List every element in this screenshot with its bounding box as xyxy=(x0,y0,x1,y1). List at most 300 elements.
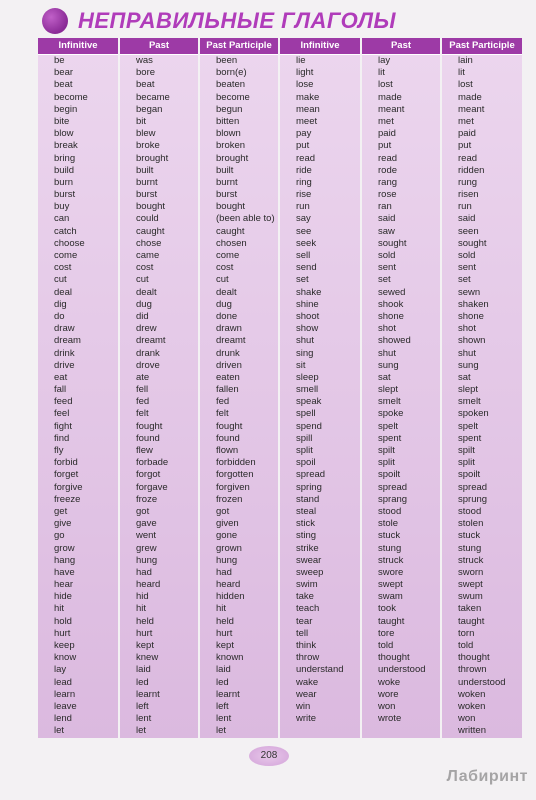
verb-cell: tore xyxy=(378,627,395,639)
verb-cell: spread xyxy=(458,481,488,493)
verb-cell: light xyxy=(296,67,314,79)
verb-cell: learn xyxy=(54,688,76,700)
verb-cell: fed xyxy=(136,396,150,408)
verb-cell: split xyxy=(458,457,475,469)
verb-cell: mean xyxy=(296,103,320,115)
verb-cell: learnt xyxy=(216,688,240,700)
verb-cell: fallen xyxy=(216,384,239,396)
verb-cell: get xyxy=(54,505,68,517)
verb-cell: given xyxy=(216,518,239,530)
verb-cell: written xyxy=(458,725,486,737)
verb-cell: sewed xyxy=(378,286,406,298)
verb-cell: drunk xyxy=(216,347,240,359)
verb-cell: spilt xyxy=(458,445,475,456)
verb-cell: smelt xyxy=(458,396,481,408)
verb-cell: begin xyxy=(54,103,78,115)
verb-cell: shut xyxy=(458,347,476,359)
verb-cell: rung xyxy=(458,176,478,188)
verb-cell: spill xyxy=(296,432,313,444)
verb-cell: said xyxy=(378,213,396,225)
verb-cell: stick xyxy=(296,518,315,530)
verb-cell: drew xyxy=(136,323,157,335)
verb-cell: let xyxy=(216,725,227,737)
verb-cell: spoke xyxy=(378,408,404,420)
verb-cell: win xyxy=(296,700,311,712)
verb-cell: shut xyxy=(378,347,396,359)
verb-cell: sell xyxy=(296,250,311,261)
verb-cell: sought xyxy=(458,237,487,249)
verb-cell: forbidden xyxy=(216,457,256,469)
verb-cell: steal xyxy=(296,505,317,517)
verb-cell: set xyxy=(378,274,391,286)
verb-cell: flown xyxy=(216,445,239,456)
verb-cell: stung xyxy=(458,542,482,554)
verb-cell: shine xyxy=(296,298,319,310)
verb-cell: learnt xyxy=(136,688,160,700)
verb-cell: woken xyxy=(458,700,486,712)
verb-column xyxy=(120,38,198,738)
verb-cell: come xyxy=(216,250,240,261)
verb-cell: hear xyxy=(54,579,74,591)
verb-cell: find xyxy=(54,432,70,444)
verb-cell: went xyxy=(136,530,157,542)
verb-cell: felt xyxy=(136,408,149,420)
verb-cell: show xyxy=(296,323,319,335)
verb-cell: lent xyxy=(216,713,232,725)
verb-cell: shaken xyxy=(458,298,489,310)
verb-cell: set xyxy=(458,274,471,286)
verb-cell: lit xyxy=(458,67,465,79)
verb-cell: sprang xyxy=(378,493,408,505)
verb-cell: swum xyxy=(458,591,483,603)
verb-cell: stole xyxy=(378,518,399,530)
verb-cell: swore xyxy=(378,566,404,578)
verb-cell: built xyxy=(216,164,234,176)
verb-cell: smelt xyxy=(378,396,401,408)
verb-cell: sent xyxy=(378,262,396,274)
verb-cell: told xyxy=(458,640,474,651)
verb-cell: found xyxy=(216,432,240,444)
verb-cell: hidden xyxy=(216,591,245,603)
verb-cell: born(e) xyxy=(216,67,247,79)
verb-cell: sold xyxy=(458,250,476,261)
verb-cell: hurt xyxy=(216,627,233,639)
verb-cell: fall xyxy=(54,384,67,396)
verb-cell: shown xyxy=(458,335,486,347)
verb-cell: understand xyxy=(296,664,344,676)
verb-cell: sought xyxy=(378,237,407,249)
verb-cell: meant xyxy=(458,103,485,115)
verb-cell: stuck xyxy=(378,530,401,542)
verb-cell: spent xyxy=(378,432,402,444)
verb-cell: build xyxy=(54,164,75,176)
verb-cell: struck xyxy=(378,554,404,566)
verb-cell: spoil xyxy=(296,457,316,469)
verb-cell: sent xyxy=(458,262,476,274)
verb-cell: run xyxy=(458,201,472,213)
verb-cell: sleep xyxy=(296,371,319,383)
column-header: Infinitive xyxy=(38,38,118,55)
verb-cell: beat xyxy=(54,79,73,91)
verb-cell: felt xyxy=(216,408,229,420)
verb-cell: burst xyxy=(216,189,238,201)
verb-cell: cut xyxy=(54,274,67,286)
verb-cell: tear xyxy=(296,615,313,627)
verb-cell: rode xyxy=(378,164,398,176)
verb-cell: ride xyxy=(296,164,312,176)
verb-cell: stuck xyxy=(458,530,481,542)
verb-cell: drink xyxy=(54,347,75,359)
verb-cell: sprung xyxy=(458,493,488,505)
verb-cell: see xyxy=(296,225,312,237)
verb-cell: heard xyxy=(136,579,161,591)
verb-cell: beat xyxy=(136,79,155,91)
column-header: Past xyxy=(120,38,198,55)
verb-cell: heard xyxy=(216,579,241,591)
verb-cell: lay xyxy=(54,664,67,676)
verb-cell: led xyxy=(216,676,229,688)
verb-cell: laid xyxy=(136,664,151,676)
verb-cell: blown xyxy=(216,128,241,140)
verb-column xyxy=(442,38,522,738)
verb-cell: said xyxy=(458,213,476,225)
verb-cell: blow xyxy=(54,128,74,140)
verb-cell: sing xyxy=(296,347,314,359)
verb-cell: ran xyxy=(378,201,392,213)
verb-cell: shot xyxy=(378,323,396,335)
verb-cell: seek xyxy=(296,237,317,249)
verb-cell: cost xyxy=(216,262,234,274)
verb-cell: driven xyxy=(216,359,242,371)
verb-cell: began xyxy=(136,103,163,115)
verb-cell: bitten xyxy=(216,115,240,127)
verb-cell: stolen xyxy=(458,518,484,530)
verb-cell: bought xyxy=(136,201,166,213)
verb-cell: lend xyxy=(54,713,72,725)
verb-cell: slept xyxy=(458,384,479,396)
verb-cell: cut xyxy=(136,274,149,286)
verb-cell: do xyxy=(54,310,65,322)
column-header: Past xyxy=(362,38,440,55)
verb-cell: hit xyxy=(54,603,65,615)
verb-cell: eat xyxy=(54,371,68,383)
verb-cell: tell xyxy=(296,627,309,639)
verb-cell: sat xyxy=(458,371,471,383)
verb-cell: broke xyxy=(136,140,160,152)
verb-cell: dreamt xyxy=(136,335,166,347)
verb-cell: put xyxy=(378,140,392,152)
verb-cell: won xyxy=(458,713,476,725)
verb-cell: throw xyxy=(296,652,320,664)
verb-cell: hid xyxy=(136,591,149,603)
verb-cell: rose xyxy=(378,189,397,201)
page-title: НЕПРАВИЛЬНЫЕ ГЛАГОЛЫ xyxy=(78,8,396,33)
verb-cell: beaten xyxy=(216,79,246,91)
verb-cell: been xyxy=(216,55,238,66)
verb-cell: held xyxy=(136,615,154,627)
verb-cell: draw xyxy=(54,323,75,335)
verb-cell: fell xyxy=(136,384,149,396)
verb-cell: lose xyxy=(296,79,314,91)
verb-column xyxy=(362,38,440,738)
verb-cell: come xyxy=(54,250,78,261)
verb-cell: burn xyxy=(54,176,74,188)
verb-cell: cut xyxy=(216,274,229,286)
verb-cell: sat xyxy=(378,371,391,383)
verb-cell: woken xyxy=(458,688,486,700)
verb-cell: pay xyxy=(296,128,312,140)
verb-cell: hang xyxy=(54,554,76,566)
verb-cell: forgotten xyxy=(216,469,254,481)
verb-cell: become xyxy=(54,91,88,103)
verb-cell: met xyxy=(458,115,474,127)
verb-cell: bite xyxy=(54,115,70,127)
verb-cell: buy xyxy=(54,201,70,213)
verb-cell: shook xyxy=(378,298,404,310)
verb-cell: left xyxy=(136,700,149,712)
verb-cell: shone xyxy=(458,310,484,322)
column-header: Past Participle xyxy=(442,38,522,55)
verb-cell: read xyxy=(458,152,478,164)
verb-cell: spelt xyxy=(378,420,399,432)
verb-cell: read xyxy=(296,152,316,164)
verb-cell: known xyxy=(216,652,244,664)
verb-cell: dealt xyxy=(136,286,157,298)
verb-cell: hit xyxy=(136,603,147,615)
verb-cell: broken xyxy=(216,140,246,152)
verb-cell: hide xyxy=(54,591,72,603)
verb-cell: spread xyxy=(378,481,408,493)
verb-cell: forget xyxy=(54,469,79,481)
verb-cell: become xyxy=(216,91,250,103)
verb-cell: knew xyxy=(136,652,159,664)
verb-cell: lent xyxy=(136,713,152,725)
verb-cell: feed xyxy=(54,396,73,408)
verb-cell: go xyxy=(54,530,65,542)
column-header: Past Participle xyxy=(200,38,278,55)
verb-cell: spent xyxy=(458,432,482,444)
verb-cell: swept xyxy=(378,579,403,591)
verb-cell: spelt xyxy=(458,420,479,432)
verb-cell: frozen xyxy=(216,493,243,505)
verb-cell: split xyxy=(378,457,395,469)
verb-cell: chosen xyxy=(216,237,247,249)
verb-cell: hold xyxy=(54,615,72,627)
verb-cell: taught xyxy=(458,615,485,627)
verb-cell: came xyxy=(136,250,160,261)
verb-cell: swim xyxy=(296,579,318,591)
verb-cell: have xyxy=(54,566,75,578)
verb-cell: built xyxy=(136,164,154,176)
verb-cell: grew xyxy=(136,542,157,554)
verb-cell: lost xyxy=(458,79,473,91)
column-header: Infinitive xyxy=(280,38,360,55)
verb-cell: saw xyxy=(378,225,395,237)
verb-cell: risen xyxy=(458,189,479,201)
verb-cell: drank xyxy=(136,347,160,359)
verb-cell: take xyxy=(296,591,314,603)
verb-cell: wake xyxy=(296,676,319,688)
verb-cell: begun xyxy=(216,103,243,115)
verb-cell: hurt xyxy=(136,627,153,639)
verb-cell: took xyxy=(378,603,396,615)
verb-cell: ridden xyxy=(458,164,485,176)
verb-cell: stood xyxy=(378,505,402,517)
verb-cell: write xyxy=(296,713,317,725)
verb-cell: keep xyxy=(54,640,75,651)
verb-cell: eaten xyxy=(216,371,240,383)
verb-cell: forbid xyxy=(54,457,78,469)
verb-cell: thought xyxy=(458,652,490,664)
verb-cell: cost xyxy=(136,262,154,274)
verb-cell: could xyxy=(136,213,159,225)
verb-cell: caught xyxy=(216,225,245,237)
verb-column xyxy=(200,38,278,738)
verb-cell: spoilt xyxy=(458,469,481,481)
verb-cell: wrote xyxy=(378,713,402,725)
verb-cell: give xyxy=(54,518,72,530)
verb-cell: forgave xyxy=(136,481,168,493)
verb-cell: shut xyxy=(296,335,314,347)
verb-cell: bring xyxy=(54,152,76,164)
verb-cell: smell xyxy=(296,384,319,396)
verb-cell: bought xyxy=(216,201,246,213)
verb-cell: dug xyxy=(216,298,232,310)
verb-cell: hung xyxy=(136,554,158,566)
verb-cell: let xyxy=(54,725,65,737)
verb-cell: left xyxy=(216,700,229,712)
verb-cell: set xyxy=(296,274,309,286)
verb-cell: deal xyxy=(54,286,72,298)
verb-cell: dug xyxy=(136,298,152,310)
verb-cell: hung xyxy=(216,554,238,566)
verb-cell: became xyxy=(136,91,170,103)
verb-cell: lead xyxy=(54,676,72,688)
verb-cell: spell xyxy=(296,408,316,420)
verb-cell: held xyxy=(216,615,234,627)
verb-cell: burst xyxy=(136,189,158,201)
verb-cell: fought xyxy=(136,420,163,432)
bullet-circle-icon xyxy=(42,8,68,34)
verb-cell: seen xyxy=(458,225,479,237)
verb-cell: burst xyxy=(54,189,76,201)
verb-cell: wore xyxy=(378,688,399,700)
verb-cell: burnt xyxy=(136,176,158,188)
verb-cell: led xyxy=(136,676,149,688)
verb-cell: spread xyxy=(296,469,326,481)
verb-cell: sworn xyxy=(458,566,484,578)
verb-cell: send xyxy=(296,262,317,274)
verb-cell: teach xyxy=(296,603,320,615)
verb-cell: caught xyxy=(136,225,165,237)
verb-cell: run xyxy=(296,201,310,213)
irregular-verbs-table xyxy=(38,38,522,738)
verb-cell: (been able to) xyxy=(216,213,275,225)
verb-cell: got xyxy=(136,505,150,517)
verb-cell: leave xyxy=(54,700,77,712)
verb-cell: spend xyxy=(296,420,322,432)
verb-cell: had xyxy=(136,566,152,578)
verb-cell: stung xyxy=(378,542,402,554)
verb-cell: let xyxy=(136,725,147,737)
verb-cell: shake xyxy=(296,286,322,298)
verb-cell: understood xyxy=(378,664,426,676)
verb-cell: fed xyxy=(216,396,230,408)
verb-cell: forgive xyxy=(54,481,83,493)
verb-cell: ate xyxy=(136,371,150,383)
verb-cell: can xyxy=(54,213,70,225)
verb-cell: fought xyxy=(216,420,243,432)
verb-cell: lit xyxy=(378,67,385,79)
verb-cell: feel xyxy=(54,408,70,420)
verb-cell: bit xyxy=(136,115,147,127)
verb-cell: did xyxy=(136,310,149,322)
verb-cell: brought xyxy=(136,152,169,164)
verb-cell: taken xyxy=(458,603,482,615)
verb-cell: flew xyxy=(136,445,153,456)
verb-cell: drive xyxy=(54,359,75,371)
verb-cell: bore xyxy=(136,67,156,79)
verb-cell: brought xyxy=(216,152,249,164)
page-number: 208 xyxy=(249,746,289,766)
verb-cell: strike xyxy=(296,542,319,554)
verb-cell: wear xyxy=(296,688,317,700)
verb-cell: stood xyxy=(458,505,482,517)
verb-cell: thrown xyxy=(458,664,487,676)
verb-cell: sewn xyxy=(458,286,481,298)
verb-cell: swear xyxy=(296,554,322,566)
verb-cell: sweep xyxy=(296,566,324,578)
verb-cell: made xyxy=(378,91,402,103)
verb-cell: dream xyxy=(54,335,81,347)
verb-cell: kept xyxy=(136,640,154,651)
verb-cell: dreamt xyxy=(216,335,246,347)
verb-cell: torn xyxy=(458,627,475,639)
verb-cell: understood xyxy=(458,676,506,688)
verb-cell: lay xyxy=(378,55,391,66)
verb-cell: break xyxy=(54,140,78,152)
verb-cell: sit xyxy=(296,359,306,371)
verb-cell: dig xyxy=(54,298,67,310)
verb-cell: gone xyxy=(216,530,238,542)
verb-cell: taught xyxy=(378,615,405,627)
verb-cell: swept xyxy=(458,579,483,591)
verb-cell: split xyxy=(296,445,313,456)
verb-cell: paid xyxy=(458,128,476,140)
verb-cell: told xyxy=(378,640,394,651)
verb-cell: hurt xyxy=(54,627,71,639)
verb-cell: spilt xyxy=(378,445,395,456)
verb-cell: was xyxy=(136,55,153,66)
verb-cell: paid xyxy=(378,128,396,140)
verb-cell: rang xyxy=(378,176,398,188)
verb-cell: sold xyxy=(378,250,396,261)
verb-cell: choose xyxy=(54,237,85,249)
verb-cell: cost xyxy=(54,262,72,274)
verb-cell: forgiven xyxy=(216,481,250,493)
verb-cell: burnt xyxy=(216,176,238,188)
verb-cell: won xyxy=(378,700,396,712)
verb-cell: gave xyxy=(136,518,157,530)
verb-cell: be xyxy=(54,55,65,66)
verb-cell: put xyxy=(458,140,472,152)
verb-cell: had xyxy=(216,566,232,578)
verb-cell: made xyxy=(458,91,482,103)
verb-cell: fight xyxy=(54,420,72,432)
verb-cell: make xyxy=(296,91,320,103)
verb-cell: sting xyxy=(296,530,317,542)
verb-cell: got xyxy=(216,505,230,517)
